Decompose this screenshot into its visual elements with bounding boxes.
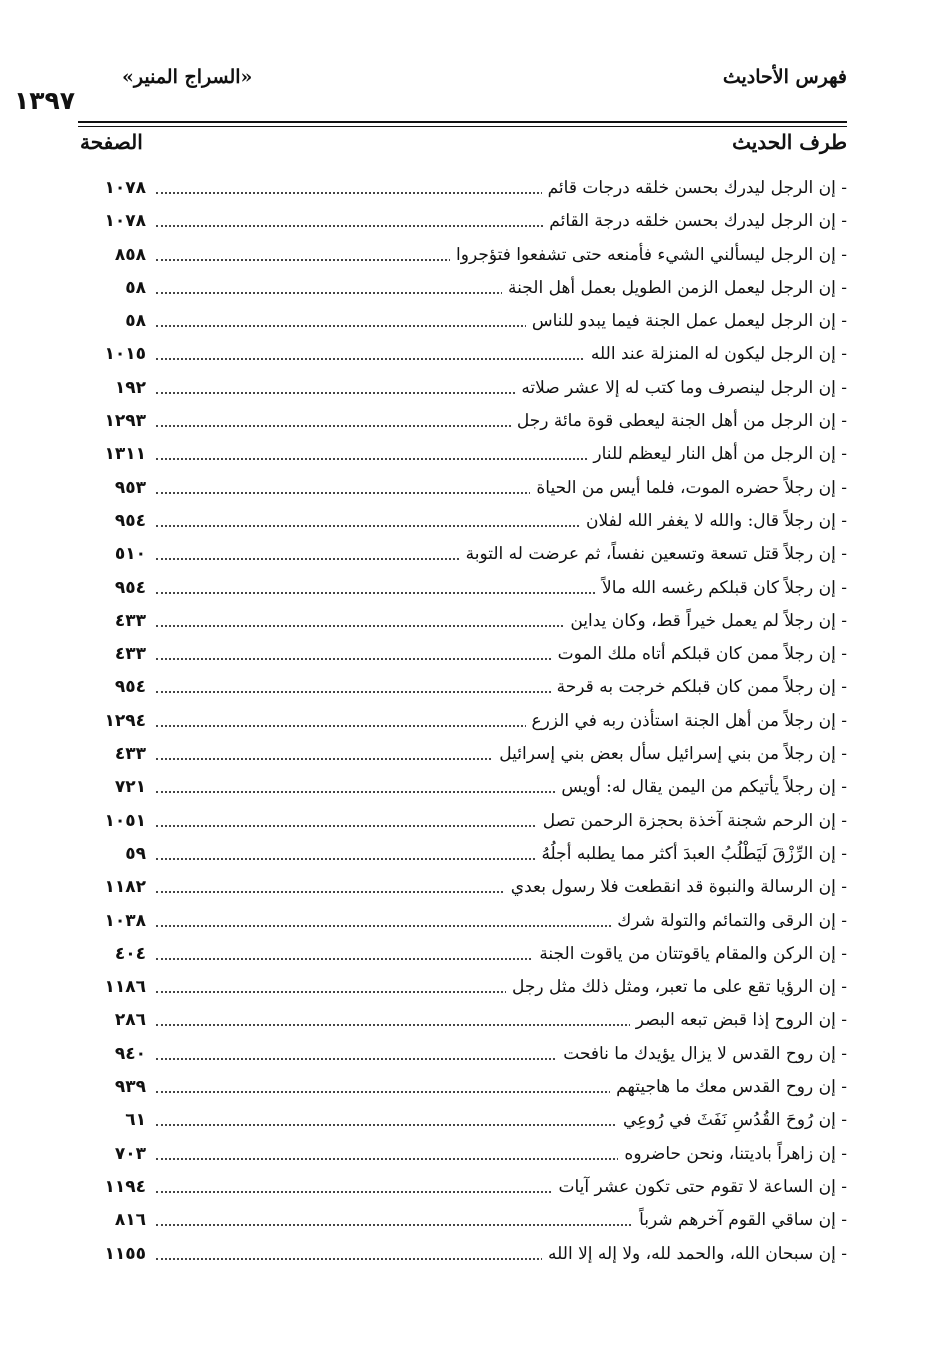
list-item [78, 707, 847, 740]
list-item [78, 307, 847, 340]
hadith-text: - إن رجلاً ممن كان قبلكم أتاه ملك الموت [552, 644, 847, 664]
hadith-text: - إن الرجل ليعمل الزمن الطويل بعمل أهل الجنة [502, 278, 847, 298]
page-ref: ١٢٩٤ [104, 710, 146, 731]
page-ref: ١١٥٥ [104, 1243, 146, 1264]
hadith-text: - إن الرحم شجنة آخذة بحجزة الرحمن تصل [537, 811, 847, 831]
page-ref: ١٢٩٣ [104, 411, 146, 432]
list-item [78, 374, 847, 407]
list-item [78, 507, 847, 540]
hadith-text: - إن رجلاً يأتيكم من اليمن يقال له: أويس [555, 777, 847, 797]
hadith-text: - إن الرجل ليدرك بحسن خلقه درجات قائم [542, 178, 847, 198]
list-item [78, 540, 847, 573]
list-item [78, 673, 847, 706]
hadith-text: - إن سبحان الله، والحمد لله، ولا إله إلا الله [542, 1244, 847, 1264]
hadith-text: - إن رُوحَ القُدُسِ نَفَثَ في رُوعِي [617, 1110, 847, 1130]
list-item [78, 1140, 847, 1173]
list-item [78, 1206, 847, 1239]
book-title: «السراج المنير» [122, 66, 253, 88]
page-ref: ٥١٠ [114, 544, 146, 565]
page-ref: ٥٨ [125, 311, 146, 332]
page-ref: ١١٨٢ [104, 877, 146, 898]
header-rule-thick [78, 121, 847, 123]
hadith-text: - إن الرقى والتمائم والتولة شرك [611, 911, 847, 931]
hadith-text: - إن الرؤيا تقع على ما تعبر، ومثل ذلك مثل رجل [506, 977, 847, 997]
list-item [78, 973, 847, 1006]
running-head [14, 62, 847, 115]
page-ref: ٨٥٨ [114, 244, 146, 265]
list-item [78, 174, 847, 207]
header-rule-thin [78, 126, 847, 127]
list-item [78, 1073, 847, 1106]
list-item [78, 740, 847, 773]
hadith-text: - إن الرجل من أهل النار ليعظم للنار [587, 444, 847, 464]
list-item [78, 1173, 847, 1206]
page-ref: ١٠٧٨ [104, 211, 146, 232]
page-ref: ١٠٧٨ [104, 178, 146, 198]
page-ref: ٤٣٣ [114, 744, 146, 765]
hadith-text: - إن رجلاً كان قبلكم رغسه الله مالاً [596, 578, 847, 598]
hadith-text: - إن رجلاً حضره الموت، فلما أيس من الحياة [530, 478, 847, 498]
hadith-text: - إن الرجل ليسألني الشيء فأمنعه حتى تشفعوا فتؤجروا [450, 245, 847, 265]
hadith-text: - إن رجلاً من بني إسرائيل سأل بعض بني إسرائيل [493, 744, 847, 764]
list-item [78, 1006, 847, 1039]
list-item [78, 1106, 847, 1139]
list-item [78, 640, 847, 673]
list-item [78, 607, 847, 640]
page-ref: ١٣١١ [104, 444, 146, 465]
hadith-text: - إن رجلاً قتل تسعة وتسعين نفساً، ثم عرضت له التوبة [460, 544, 847, 564]
list-item [78, 274, 847, 307]
page-ref: ٦١ [125, 1110, 146, 1131]
hadith-text: - إن ساقي القوم آخرهم شرباً [633, 1210, 847, 1230]
list-item [78, 1240, 847, 1273]
list-item [78, 807, 847, 840]
page-ref: ٨١٦ [114, 1210, 146, 1231]
list-item [78, 207, 847, 240]
page-ref: ٧٠٣ [114, 1143, 146, 1164]
hadith-text: - إن الركن والمقام ياقوتتان من ياقوت الجنة [533, 944, 847, 964]
page-ref: ١٩٢ [114, 377, 146, 398]
hadith-text: - إن الرجل لينصرف وما كتب له إلا عشر صلاته [515, 378, 847, 398]
hadith-text: - إن الرِّزْقَ لَيَطْلُبُ العبدَ أكثر مما يطلبه أجلُهُ [535, 844, 847, 864]
page-ref: ١٠٥١ [104, 810, 146, 831]
page-ref: ٤٣٣ [114, 644, 146, 665]
hadith-column-header: طرف الحديث [732, 130, 847, 154]
page-ref: ٩٣٩ [114, 1077, 146, 1098]
page-ref: ١١٩٤ [104, 1176, 146, 1197]
page-ref: ٥٩ [125, 843, 146, 864]
page-ref: ٩٥٣ [114, 477, 146, 498]
list-item [78, 840, 847, 873]
page-ref: ٢٨٦ [114, 1010, 146, 1031]
hadith-text: - إن روح القدس لا يزال يؤيدك ما نافحت [557, 1044, 847, 1064]
page-ref: ١٠١٥ [104, 344, 146, 365]
hadith-text: - إن الساعة لا تقوم حتى تكون عشر آيات [552, 1177, 847, 1197]
page-ref: ٩٥٤ [114, 677, 146, 698]
page-ref: ٥٨ [125, 277, 146, 298]
list-item [78, 440, 847, 473]
page-number: ١٣٩٧ [14, 86, 76, 115]
list-item [78, 940, 847, 973]
list-item [78, 340, 847, 373]
page-ref: ٤٠٤ [114, 943, 146, 964]
hadith-text: - إن الرجل ليدرك بحسن خلقه درجة القائم [543, 211, 847, 231]
list-item [78, 574, 847, 607]
hadith-text: - إن الرجل ليعمل عمل الجنة فيما يبدو للناس [526, 311, 847, 331]
page-ref: ١٠٣٨ [104, 910, 146, 931]
column-headers [78, 130, 847, 160]
hadith-text: - إن الرسالة والنبوة قد انقطعت فلا رسول بعدي [505, 877, 847, 897]
hadith-text: - إن الرجل من أهل الجنة ليعطى قوة مائة رجل [511, 411, 847, 431]
hadith-text: - إن رجلاً من أهل الجنة استأذن ربه في الزرع [526, 711, 848, 731]
page-ref: ١١٨٦ [104, 977, 146, 998]
hadith-text: - إن رجلاً ممن كان قبلكم خرجت به قرحة [551, 677, 847, 697]
hadith-text: - إن الرجل ليكون له المنزلة عند الله [585, 344, 847, 364]
list-item [78, 873, 847, 906]
list-item [78, 474, 847, 507]
hadith-text: - إن رجلاً قال: والله لا يغفر الله لفلان [580, 511, 847, 531]
hadith-text: - إن رجلاً لم يعمل خيراً قط، وكان يداين [564, 611, 847, 631]
page-ref: ٧٢١ [114, 777, 146, 798]
page-ref: ٤٣٣ [114, 610, 146, 631]
page-ref: ٩٥٤ [114, 577, 146, 598]
list-item [78, 773, 847, 806]
page-ref: ٩٤٠ [114, 1043, 146, 1064]
section-title: فهرس الأحاديث [722, 66, 847, 88]
page-column-header: الصفحة [80, 130, 143, 154]
hadith-index-list [78, 174, 847, 1273]
hadith-text: - إن الروح إذا قبض تبعه البصر [630, 1010, 847, 1030]
hadith-text: - إن زاهراً باديتنا، ونحن حاضروه [618, 1144, 847, 1164]
hadith-text: - إن روح القدس معك ما هاجيتهم [610, 1077, 847, 1097]
list-item [78, 241, 847, 274]
page-ref: ٩٥٤ [114, 510, 146, 531]
list-item [78, 407, 847, 440]
list-item [78, 1040, 847, 1073]
list-item [78, 907, 847, 940]
